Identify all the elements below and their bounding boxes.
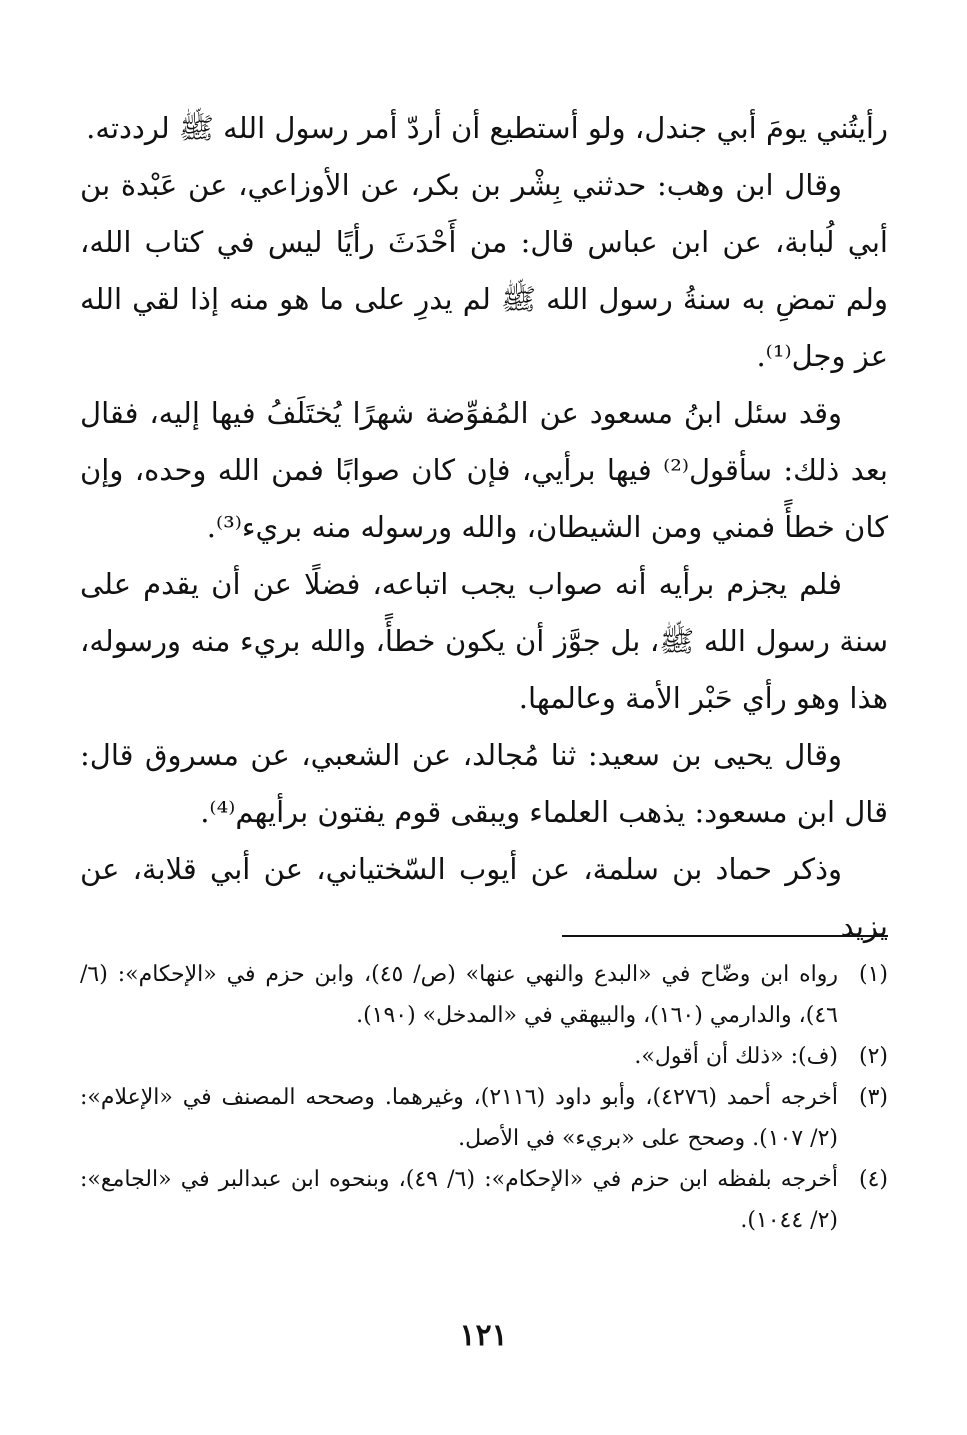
footnote-3 bbox=[80, 1077, 888, 1159]
footnote-text: رواه ابن وضّاح في «البدع والنهي عنها» (ص/ ٤٥)، وابن حزم في «الإحكام»: (٦/ ٤٦)، والدارمي (١٦٠)، والبيهقي في «المدخل» (١٩٠). bbox=[80, 962, 838, 1028]
footnote-number: (١) bbox=[858, 962, 888, 987]
footnote-text: (ف): «ذلك أن أقول». bbox=[634, 1044, 838, 1069]
footnote-1 bbox=[80, 954, 888, 1036]
paragraph-4: فلم يجزم برأيه أنه صواب يجب اتباعه، فضلًا عن أن يقدم على سنة رسول الله ﷺ، بل جوَّز أن يكون خطأً، والله بريء منه ورسوله، هذا وهو رأي حَبْر الأمة وعالمها. bbox=[80, 567, 888, 715]
paragraph-3: وقد سئل ابنُ مسعود عن المُفوِّضة شهرًا يُختَلَفُ فيها إليه، فقال بعد ذلك: سأقول⁽²⁾ فيها برأيي، فإن كان صوابًا فمن الله وحده، وإن كان خطأً فمني ومن الشيطان، والله ورسوله منه بريء⁽³⁾. bbox=[80, 396, 888, 544]
footnote-2 bbox=[80, 1036, 888, 1077]
paragraph-1: رأيتُني يومَ أبي جندل، ولو أستطيع أن أردّ أمر رسول الله ﷺ لرددته. bbox=[86, 111, 888, 145]
footnote-number: (٣) bbox=[858, 1085, 888, 1110]
footnote-4 bbox=[80, 1159, 888, 1241]
footnote-text: أخرجه بلفظه ابن حزم في «الإحكام»: (٦/ ٤٩)، وبنحوه ابن عبدالبر في «الجامع»: (٢/ ١٠٤٤). bbox=[80, 1167, 838, 1233]
footnote-text: أخرجه أحمد (٤٢٧٦)، وأبو داود (٢١١٦)، وغيرهما. وصححه المصنف في «الإعلام»: (٢/ ١٠٧). وصحح على «بريء» في الأصل. bbox=[80, 1085, 838, 1151]
main-text-body bbox=[80, 100, 888, 955]
footnote-separator bbox=[562, 935, 888, 937]
footnote-number: (٢) bbox=[858, 1044, 888, 1069]
footnotes-section bbox=[80, 954, 888, 1241]
paragraph-6: وذكر حماد بن سلمة، عن أيوب السّختياني، عن أبي قلابة، عن يزيد bbox=[80, 852, 888, 943]
paragraph-5: وقال يحيى بن سعيد: ثنا مُجالد، عن الشعبي، عن مسروق قال: قال ابن مسعود: يذهب العلماء ويبقى قوم يفتون برأيهم⁽⁴⁾. bbox=[80, 738, 888, 829]
footnote-number: (٤) bbox=[858, 1167, 888, 1192]
page-number: ١٢١ bbox=[459, 1318, 508, 1353]
paragraph-2: وقال ابن وهب: حدثني بِشْر بن بكر، عن الأوزاعي، عن عَبْدة بن أبي لُبابة، عن ابن عباس قال: من أَحْدَثَ رأيًا ليس في كتاب الله، ولم تمضِ به سنةُ رسول الله ﷺ لم يدرِ على ما هو منه إذا لقي الله عز وجل⁽¹⁾. bbox=[80, 168, 888, 373]
